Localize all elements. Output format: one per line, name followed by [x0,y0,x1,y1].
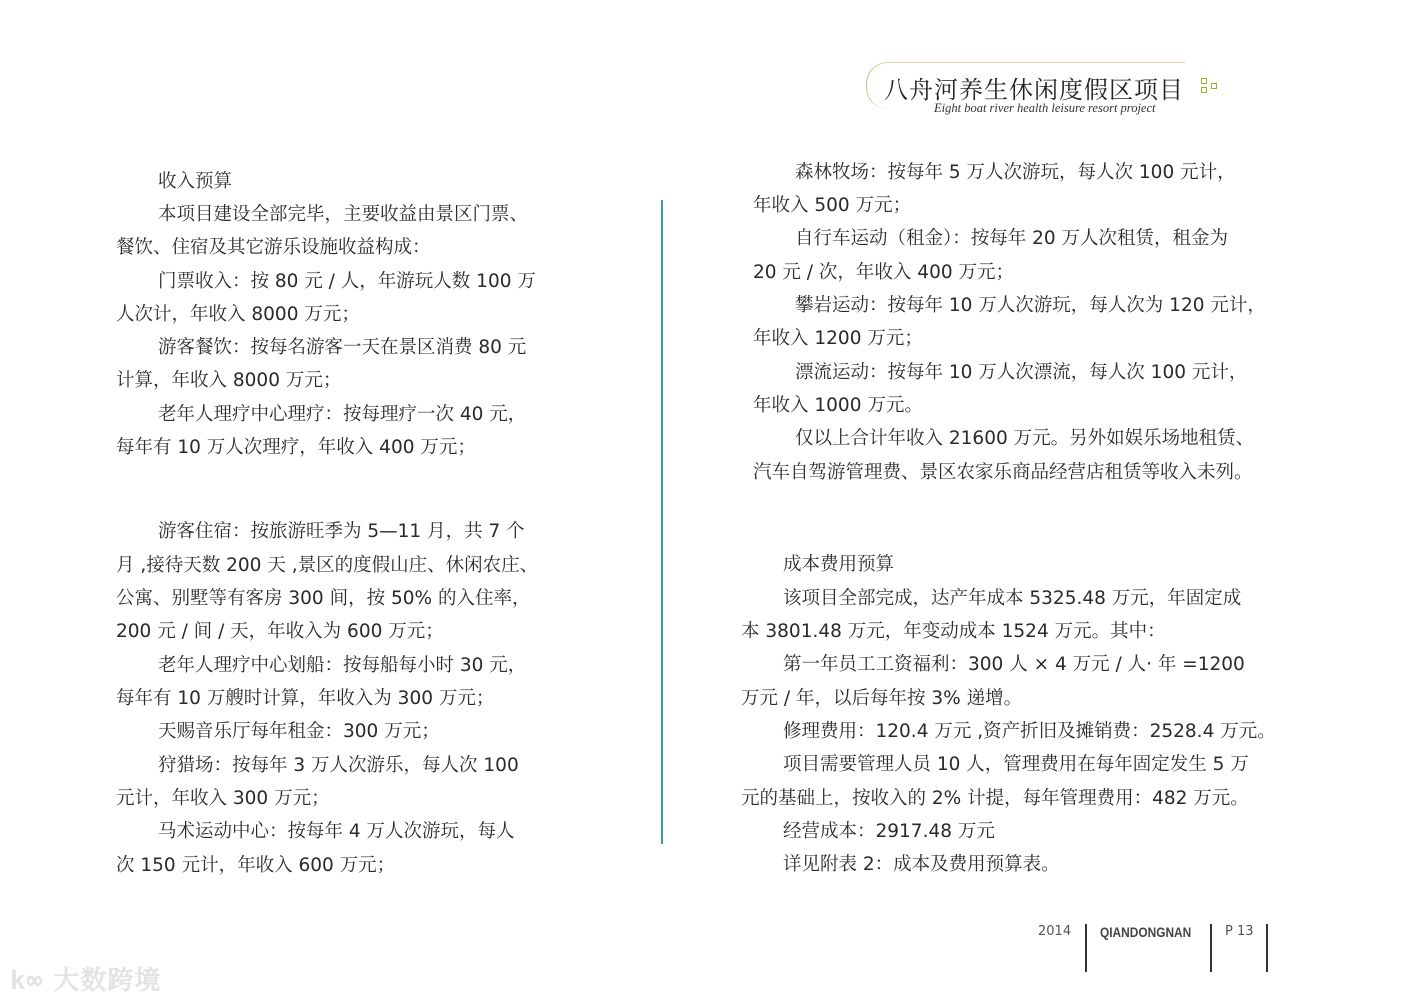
paragraph-line: 门票收入：按 80 元 / 人，年游玩人数 100 万 [158,271,536,292]
paragraph-line: 元计，年收入 300 万元； [116,788,330,809]
footer-divider [1210,924,1212,972]
paragraph-line: 年收入 500 万元； [753,195,912,216]
project-title: 八舟河养生休闲度假区项目 [884,76,1184,104]
paragraph-line: 森林牧场：按每年 5 万人次游玩，每人次 100 元计， [795,162,1236,183]
footer-divider [1266,924,1268,972]
column-divider [661,200,663,844]
watermark-text: 大数跨境 [53,966,162,996]
watermark-glyph-icon: k∞ [10,966,44,996]
paragraph-line: 游客住宿：按旅游旺季为 5—11 月，共 7 个 [158,521,525,542]
paragraph-line: 老年人理疗中心划船：按每船每小时 30 元， [158,655,527,676]
paragraph-line: 次 150 元计，年收入 600 万元； [116,855,396,876]
paragraph-line: 项目需要管理人员 10 人，管理费用在每年固定发生 5 万 [783,754,1249,775]
project-subtitle: Eight boat river health leisure resort project [934,101,1156,115]
paragraph-line: 游客餐饮：按每名游客一天在景区消费 80 元 [158,337,527,358]
paragraph-line: 仅以上合计年收入 21600 万元。另外如娱乐场地租赁、 [795,428,1255,449]
watermark-logo [10,960,161,997]
paragraph-line: 狩猎场：按每年 3 万人次游乐，每人次 100 [158,755,519,776]
footer-year: 2014 [1038,924,1072,939]
paragraph-line: 马术运动中心：按每年 4 万人次游玩，每人 [158,821,515,842]
paragraph-line: 修理费用：120.4 万元 ,资产折旧及摊销费：2528.4 万元。 [783,721,1276,742]
paragraph-line: 200 元 / 间 / 天，年收入为 600 万元； [116,621,444,642]
paragraph-line: 天赐音乐厅每年租金：300 万元； [158,721,440,742]
page-number: P 13 [1225,924,1254,939]
paragraph-line: 经营成本：2917.48 万元 [783,821,995,842]
paragraph-line: 计算，年收入 8000 万元； [116,370,342,391]
paragraph-line: 餐饮、住宿及其它游乐设施收益构成： [116,237,431,258]
paragraph-line: 公寓、别墅等有客房 300 间，按 50% 的入住率， [116,588,531,609]
paragraph-line: 本项目建设全部完毕，主要收益由景区门票、 [158,204,529,225]
section-heading-revenue: 收入预算 [158,171,233,192]
paragraph-line: 详见附表 2：成本及费用预算表。 [783,854,1060,875]
footer-brand: QIANDONGNAN [1100,924,1192,940]
paragraph-line: 年收入 1000 万元。 [753,395,923,416]
paragraph-line: 人次计，年收入 8000 万元； [116,304,360,325]
paragraph-line: 漂流运动：按每年 10 万人次漂流，每人次 100 元计， [795,362,1248,383]
paragraph-line: 自行车运动（租金）：按每年 20 万人次租赁，租金为 [795,228,1229,249]
paragraph-line: 20 元 / 次，年收入 400 万元； [753,262,1014,283]
paragraph-line: 年收入 1200 万元； [753,328,923,349]
footer-divider [1085,924,1087,972]
paragraph-line: 该项目全部完成，达产年成本 5325.48 万元，年固定成 [783,588,1242,609]
paragraph-line: 攀岩运动：按每年 10 万人次游玩，每人次为 120 元计， [795,295,1266,316]
paragraph-line: 月 ,接待天数 200 天 ,景区的度假山庄、休闲农庄、 [116,555,539,576]
paragraph-line: 第一年员工工资福利：300 人 × 4 万元 / 人· 年 =1200 [783,654,1245,675]
paragraph-line: 本 3801.48 万元，年变动成本 1524 万元。其中： [741,621,1166,642]
paragraph-line: 元的基础上，按收入的 2% 计提，每年管理费用：482 万元。 [741,788,1249,809]
paragraph-line: 每年有 10 万艘时计算，年收入为 300 万元； [116,688,495,709]
paragraph-line: 汽车自驾游管理费、景区农家乐商品经营店租赁等收入未列。 [753,462,1253,483]
paragraph-line: 万元 / 年，以后每年按 3% 递增。 [741,688,1023,709]
paragraph-line: 老年人理疗中心理疗：按每理疗一次 40 元， [158,404,527,425]
section-heading-cost: 成本费用预算 [783,554,895,575]
paragraph-line: 每年有 10 万人次理疗，年收入 400 万元； [116,437,476,458]
